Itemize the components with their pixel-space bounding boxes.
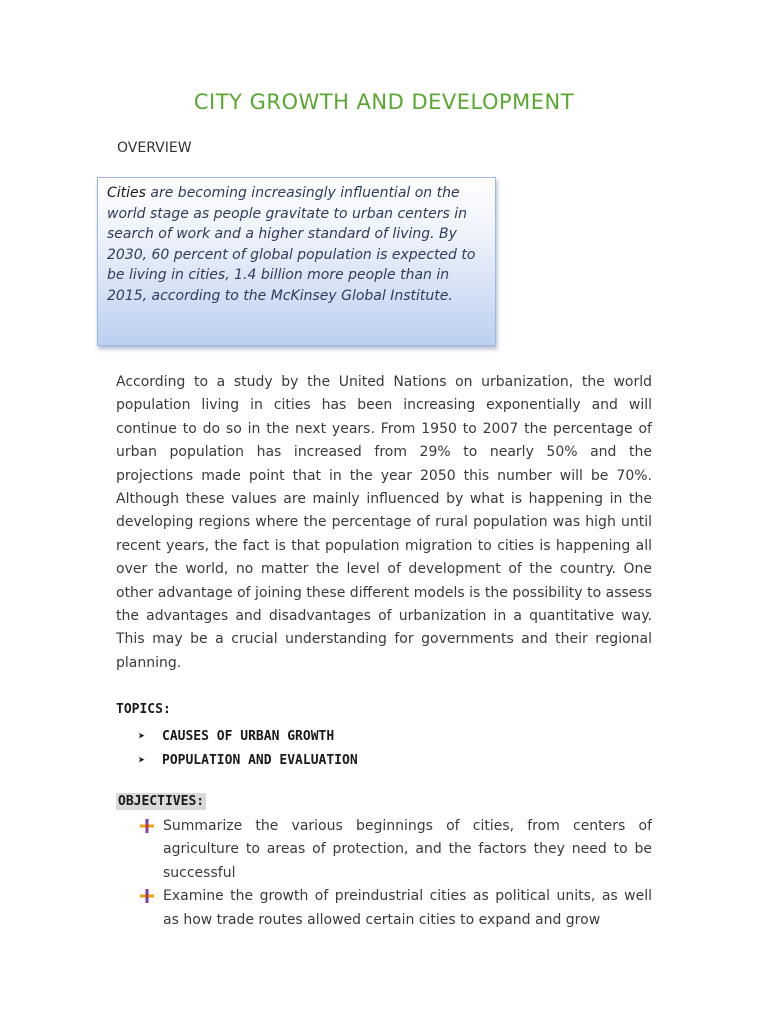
objective-item — [140, 815, 652, 885]
topic-item-label: POPULATION AND EVALUATION — [162, 752, 358, 768]
topic-item — [138, 748, 358, 772]
callout-lead-word: Cities — [107, 185, 146, 201]
topic-item — [138, 724, 358, 748]
objectives-list — [140, 815, 652, 932]
objective-item — [140, 885, 652, 932]
page-title: CITY GROWTH AND DEVELOPMENT — [193, 90, 575, 114]
body-paragraph: According to a study by the United Nations on urbanization, the world population living in cities has been increasing exponentially and will continue to do so in the next years. From 1950 to 2007 the percentage of urban population has increased from 29% to nearly 50% and the projections made point that in the year 2050 this number will be 70%. Although these values are mainly influenced by what is happening in the developing regions where the percentage of rural population was high until recent years, the fact is that population migration to cities is happening all over the world, no matter the level of development of the country. One other advantage of joining these different models is the possibility to assess the advantages and disadvantages of urbanization in a quantitative way. This may be a crucial understanding for governments and their regional planning. — [116, 374, 652, 671]
arrow-right-icon: ➤ — [138, 753, 146, 767]
arrow-right-icon: ➤ — [138, 729, 146, 743]
overview-callout-box — [97, 177, 496, 346]
callout-body: are becoming increasingly influential on the world stage as people gravitate to urban centers in search of work and a higher standard of living. By 2030, 60 percent of global population is expected to be living in cities, 1.4 billion more people than in 2015, according to the McKinsey Global Institute. — [107, 185, 476, 304]
topics-heading: TOPICS: — [116, 702, 171, 717]
objectives-heading: OBJECTIVES: — [118, 794, 205, 809]
topic-item-label: CAUSES OF URBAN GROWTH — [162, 728, 335, 744]
objective-item-text: Summarize the various beginnings of cities, from centers of agriculture to areas of protection, and the factors they need to be successful — [163, 818, 652, 881]
cross-bullet-icon — [140, 889, 154, 903]
cross-bullet-icon — [140, 819, 154, 833]
topics-list — [138, 724, 358, 772]
callout-text — [107, 183, 487, 307]
overview-label: OVERVIEW — [117, 140, 192, 156]
objective-item-text: Examine the growth of preindustrial cities as political units, as well as how trade routes allowed certain cities to expand and grow — [163, 888, 652, 928]
